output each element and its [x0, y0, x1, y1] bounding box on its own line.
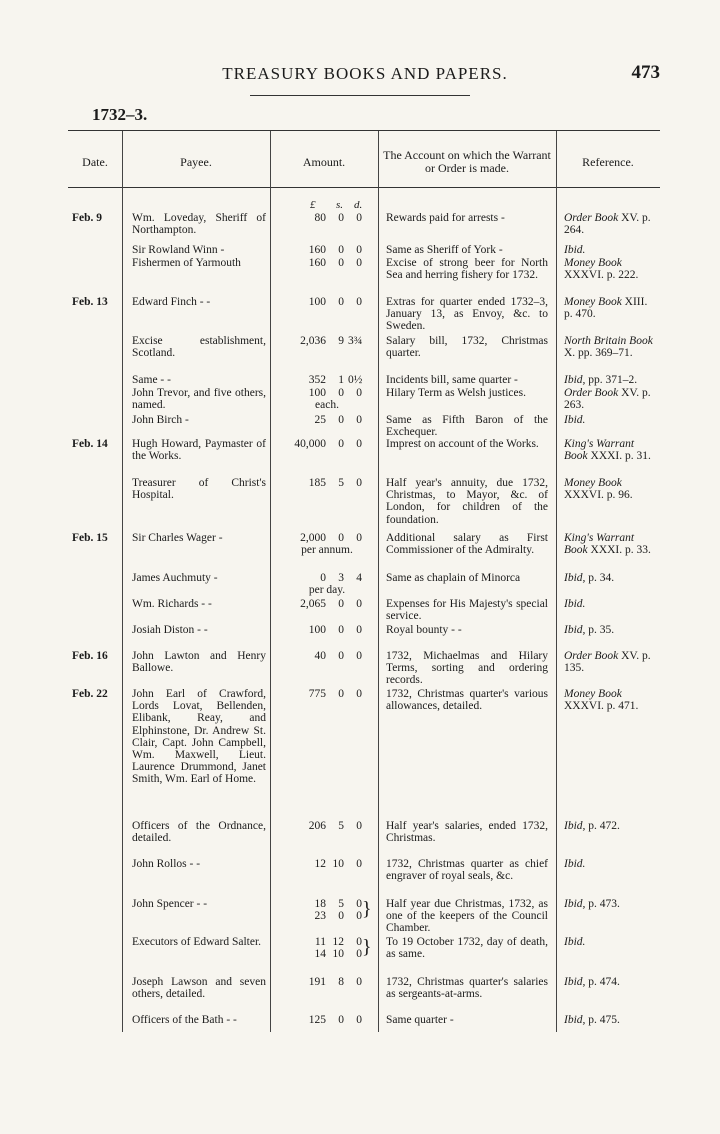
column-divider: [556, 131, 557, 1032]
reference-citation: [564, 624, 658, 636]
reference-book: Money Book: [564, 688, 622, 700]
reference-citation: [564, 650, 658, 674]
reference-page: XV. p. 263.: [564, 387, 651, 412]
brace-glyph: }: [362, 936, 372, 958]
amount-pounds: 100: [308, 387, 326, 399]
column-divider: [270, 131, 271, 1032]
reference-book: Ibid.: [564, 936, 586, 948]
amount-pounds: 14: [314, 948, 326, 960]
reference-book: King's Warrant Book: [564, 438, 635, 463]
amount-pounds: 100: [308, 296, 326, 308]
account-description: Half year's annuity, due 1732, Christmas, to Mayor, &c. of London, for children of the foundation.: [386, 477, 548, 526]
reference-page: XIII. p. 470.: [564, 296, 648, 321]
reference-book: Order Book: [564, 212, 619, 224]
account-description: 1732, Christmas quarter's salaries as sergeants-at-arms.: [386, 976, 548, 1001]
amount-pence: 0: [356, 532, 362, 544]
account-description: Half year due Christmas, 1732, as one of the keepers of the Council Chamber.: [386, 898, 548, 935]
reference-page: p. 473.: [585, 898, 620, 910]
reference-book: Ibid.: [564, 414, 586, 426]
reference-page: XV. p. 135.: [564, 650, 651, 675]
column-divider: [378, 131, 379, 1032]
reference-book: North Britain Book: [564, 335, 653, 347]
amount-pounds: 2,065: [300, 598, 326, 610]
reference-book: Ibid,: [564, 624, 586, 636]
unit-shillings: s.: [336, 199, 344, 211]
column-header-amount: Amount.: [302, 154, 346, 169]
amount-pence: 0: [356, 1014, 362, 1026]
account-description: Salary bill, 1732, Christmas quarter.: [386, 335, 548, 360]
reference-page: p. 474.: [585, 976, 620, 988]
amount-shillings: 0: [338, 910, 344, 922]
reference-citation: [564, 296, 658, 320]
amount-pence: 0: [356, 688, 362, 700]
amount-shillings: 12: [332, 936, 344, 948]
reference-book: Ibid.: [564, 598, 586, 610]
amount-pence: 0: [356, 624, 362, 636]
reference-citation: [564, 532, 658, 556]
amount-pence: 0: [356, 387, 362, 399]
amount-pounds: 25: [314, 414, 326, 426]
reference-page: p. 475.: [585, 1014, 620, 1026]
reference-citation: [564, 572, 658, 584]
payee-name: Joseph Lawson and seven others, detailed.: [132, 976, 266, 1001]
amount-pence: 0: [356, 858, 362, 870]
payee-name: John Lawton and Henry Ballowe.: [132, 650, 266, 675]
amount-shillings: 0: [338, 296, 344, 308]
reference-citation: [564, 438, 658, 462]
amount-pounds: 2,036: [300, 335, 326, 347]
reference-page: XXXVI. p. 471.: [564, 700, 639, 713]
account-description: To 19 October 1732, day of death, as same.: [386, 936, 548, 961]
payee-name: Josiah Diston - -: [132, 624, 208, 636]
payee-name: Fishermen of Yarmouth: [132, 257, 241, 269]
reference-page: p. 472.: [585, 820, 620, 832]
amount-shillings: 3: [338, 572, 344, 584]
reference-citation: [564, 598, 658, 610]
amount-shillings: 10: [332, 948, 344, 960]
reference-page: X. pp. 369–71.: [564, 347, 633, 360]
reference-page: XXXVI. p. 222.: [564, 269, 639, 282]
table-top-rule: [68, 130, 660, 131]
entry-date: Feb. 16: [72, 650, 108, 662]
amount-pence: 0: [356, 296, 362, 308]
reference-book: Ibid,: [564, 976, 586, 988]
payee-name: Officers of the Bath - -: [132, 1014, 237, 1026]
header-rule: [250, 95, 470, 96]
amount-pence: 0: [356, 936, 362, 948]
reference-citation: [564, 976, 658, 988]
amount-pence: 0: [356, 820, 362, 832]
amount-pounds: 12: [314, 858, 326, 870]
amount-shillings: 0: [338, 387, 344, 399]
account-description: Same as Sheriff of York -: [386, 244, 503, 256]
payee-name: Wm. Loveday, Sheriff of Northampton.: [132, 212, 266, 237]
reference-page: XXXVI. p. 96.: [564, 489, 633, 502]
amount-pence: 0: [356, 257, 362, 269]
account-description: Same quarter -: [386, 1014, 454, 1026]
reference-citation: [564, 820, 658, 832]
reference-book: Money Book: [564, 296, 622, 308]
amount-pounds: 352: [308, 374, 326, 386]
amount-pence: 0: [356, 244, 362, 256]
account-description: Incidents bill, same quarter -: [386, 374, 518, 386]
entry-date: Feb. 9: [72, 212, 103, 224]
amount-shillings: 0: [338, 212, 344, 224]
account-description: Extras for quarter ended 1732–3, January 13, as Envoy, &c. to Sweden.: [386, 296, 548, 333]
amount-shillings: 0: [338, 257, 344, 269]
reference-book: Ibid,: [564, 1014, 586, 1026]
payee-name: Treasurer of Christ's Hospital.: [132, 477, 266, 502]
amount-pounds: 775: [308, 688, 326, 700]
amount-shillings: 0: [338, 598, 344, 610]
amount-pounds: 160: [308, 257, 326, 269]
reference-book: Ibid.: [564, 244, 586, 256]
running-header: [70, 64, 660, 86]
amount-note: per annum.: [301, 544, 353, 556]
entry-date: Feb. 13: [72, 296, 108, 308]
payee-name: John Earl of Crawford, Lords Lovat, Bellenden, Elibank, Reay, and Elphinstone, Dr. Andrew St. Clair, Capt. John Campbell, Wm. Maxwell, Lieut. Laurence Drummond, Janet Smith, Wm. Earl of Home.: [132, 688, 266, 786]
amount-pence: 0: [356, 414, 362, 426]
amount-pounds: 0: [320, 572, 326, 584]
payee-name: Sir Rowland Winn -: [132, 244, 225, 256]
payee-name: Wm. Richards - -: [132, 598, 212, 610]
amount-pence: 0: [356, 598, 362, 610]
year-heading: 1732–3.: [92, 105, 148, 124]
amount-shillings: 0: [338, 688, 344, 700]
reference-book: Order Book: [564, 387, 619, 399]
amount-pounds: 23: [314, 910, 326, 922]
reference-book: Ibid,: [564, 820, 586, 832]
account-description: 1732, Christmas quarter's various allowances, detailed.: [386, 688, 548, 713]
amount-pence: 0½: [348, 374, 363, 386]
column-header-reference: Reference.: [582, 154, 634, 169]
amount-pounds: 206: [308, 820, 326, 832]
reference-book: Money Book: [564, 477, 622, 489]
reference-citation: [564, 212, 658, 236]
reference-citation: [564, 688, 658, 712]
reference-book: Money Book: [564, 257, 622, 269]
amount-shillings: 9: [338, 335, 344, 347]
amount-pounds: 40,000: [294, 438, 326, 450]
reference-page: pp. 371–2.: [585, 374, 638, 386]
amount-note: each.: [315, 399, 339, 411]
column-header-payee: Payee.: [180, 154, 212, 169]
payee-name: Hugh Howard, Paymaster of the Works.: [132, 438, 266, 463]
payee-name: James Auchmuty -: [132, 572, 218, 584]
reference-book: Ibid,: [564, 898, 586, 910]
unit-pence: d.: [354, 199, 363, 211]
amount-shillings: 8: [338, 976, 344, 988]
reference-book: Ibid,: [564, 374, 586, 386]
reference-citation: [564, 387, 658, 411]
amount-note: per day.: [308, 584, 346, 596]
reference-book: Ibid,: [564, 572, 586, 584]
reference-citation: [564, 374, 658, 386]
amount-shillings: 0: [338, 650, 344, 662]
running-title: TREASURY BOOKS AND PAPERS.: [222, 64, 508, 83]
amount-pence: 0: [356, 898, 362, 910]
amount-pence: 4: [356, 572, 362, 584]
reference-book: Ibid.: [564, 858, 586, 870]
amount-pounds: 18: [314, 898, 326, 910]
amount-shillings: 5: [338, 820, 344, 832]
amount-shillings: 0: [338, 438, 344, 450]
account-description: Expenses for His Majesty's special service.: [386, 598, 548, 623]
reference-citation: [564, 858, 658, 870]
amount-pounds: 125: [308, 1014, 326, 1026]
amount-pounds: 160: [308, 244, 326, 256]
account-description: Additional salary as First Commissioner of the Admiralty.: [386, 532, 548, 557]
account-description: 1732, Michaelmas and Hilary Terms, sorting and ordering records.: [386, 650, 548, 687]
reference-citation: [564, 414, 658, 426]
amount-pounds: 11: [314, 936, 326, 948]
amount-pounds: 185: [308, 477, 326, 489]
payee-name: John Spencer - -: [132, 898, 208, 910]
amount-pounds: 40: [314, 650, 326, 662]
amount-pence: 0: [356, 976, 362, 988]
account-description: Rewards paid for arrests -: [386, 212, 505, 224]
account-description: Royal bounty - -: [386, 624, 462, 636]
entry-date: Feb. 22: [72, 688, 108, 700]
amount-pence: 3¾: [348, 335, 363, 347]
unit-pounds: £: [310, 199, 316, 211]
amount-shillings: 1: [338, 374, 344, 386]
column-header-date: Date.: [82, 154, 108, 169]
payee-name: Edward Finch - -: [132, 296, 211, 308]
payee-name: Same - -: [132, 374, 171, 386]
payee-name: Excise establishment, Scotland.: [132, 335, 266, 360]
account-description: Imprest on account of the Works.: [386, 438, 539, 450]
reference-citation: [564, 1014, 658, 1026]
amount-shillings: 0: [338, 532, 344, 544]
amount-pence: 0: [356, 212, 362, 224]
account-description: Hilary Term as Welsh justices.: [386, 387, 526, 399]
amount-pounds: 80: [314, 212, 326, 224]
account-description: Same as Fifth Baron of the Exchequer.: [386, 414, 548, 439]
reference-book: King's Warrant Book: [564, 532, 635, 557]
amount-shillings: 10: [332, 858, 344, 870]
amount-shillings: 5: [338, 477, 344, 489]
amount-pence: 0: [356, 910, 362, 922]
amount-pounds: 2,000: [300, 532, 326, 544]
column-divider: [122, 131, 123, 1032]
page-number: 473: [631, 62, 660, 83]
amount-shillings: 5: [338, 898, 344, 910]
amount-pounds: 191: [308, 976, 326, 988]
entry-date: Feb. 14: [72, 438, 108, 450]
reference-citation: [564, 477, 658, 501]
amount-pence: 0: [356, 438, 362, 450]
payee-name: Officers of the Ordnance, detailed.: [132, 820, 266, 845]
amount-pence: 0: [356, 650, 362, 662]
payee-name: John Trevor, and five others, named.: [132, 387, 266, 412]
payee-name: Sir Charles Wager -: [132, 532, 223, 544]
amount-pounds: 100: [308, 624, 326, 636]
amount-pence: 0: [356, 477, 362, 489]
account-description: Excise of strong beer for North Sea and herring fishery for 1732.: [386, 257, 548, 282]
entry-date: Feb. 15: [72, 532, 108, 544]
reference-page: XV. p. 264.: [564, 212, 651, 237]
account-description: 1732, Christmas quarter as chief engraver of royal seals, &c.: [386, 858, 548, 883]
payee-name: John Rollos - -: [132, 858, 201, 870]
brace-glyph: }: [362, 898, 372, 920]
reference-page: p. 35.: [585, 624, 615, 636]
reference-page: XXXI. p. 33.: [587, 544, 651, 557]
amount-shillings: 0: [338, 1014, 344, 1026]
reference-book: Order Book: [564, 650, 619, 662]
reference-page: XXXI. p. 31.: [587, 450, 651, 463]
amount-shillings: 0: [338, 414, 344, 426]
reference-citation: [564, 335, 658, 359]
reference-citation: [564, 257, 658, 281]
amount-shillings: 0: [338, 624, 344, 636]
reference-citation: [564, 936, 658, 948]
reference-citation: [564, 244, 658, 256]
amount-shillings: 0: [338, 244, 344, 256]
payee-name: John Birch -: [132, 414, 189, 426]
column-header-account: The Account on which the Warrant or Order is made.: [383, 148, 551, 175]
payee-name: Executors of Edward Salter.: [132, 936, 262, 948]
reference-citation: [564, 898, 658, 910]
account-description: Same as chaplain of Minorca: [386, 572, 521, 584]
header-bottom-rule: [68, 187, 660, 188]
reference-page: p. 34.: [585, 572, 615, 584]
amount-pence: 0: [356, 948, 362, 960]
account-description: Half year's salaries, ended 1732, Christmas.: [386, 820, 548, 845]
